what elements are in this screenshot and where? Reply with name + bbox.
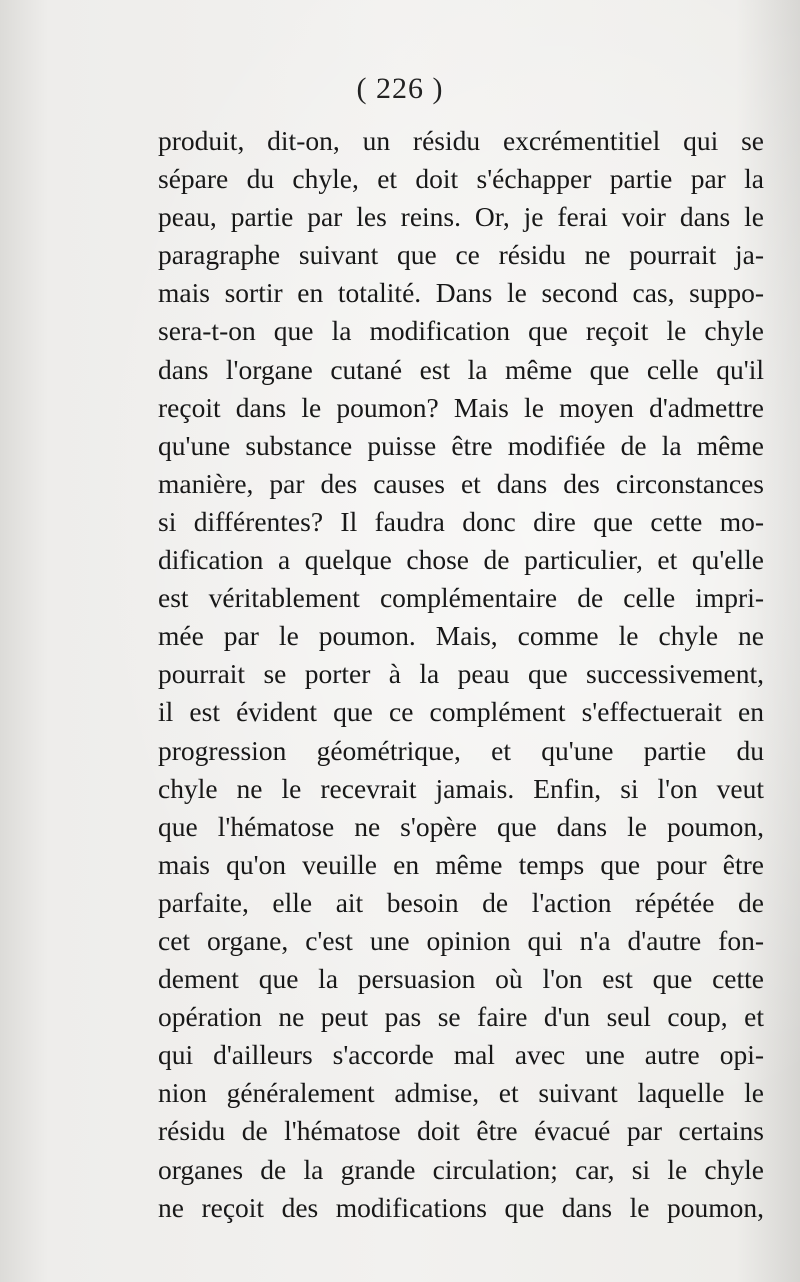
text-line: sépare du chyle, et doit s'échapper partie par la — [158, 163, 764, 195]
text-line: mais sortir en totalité. Dans le second cas, suppo- — [158, 277, 764, 309]
body-text — [158, 122, 764, 1227]
text-line: que l'hématose ne s'opère que dans le poumon, — [158, 810, 764, 842]
text-line: peau, partie par les reins. Or, je ferai voir dans le — [158, 201, 764, 233]
text-line: nion généralement admise, et suivant laquelle le — [158, 1077, 764, 1109]
text-line: chyle ne le recevrait jamais. Enfin, si l'on veut — [158, 772, 764, 804]
text-line: si différentes? Il faudra donc dire que cette mo- — [158, 505, 764, 537]
text-line: qui d'ailleurs s'accorde mal avec une autre opi- — [158, 1039, 764, 1071]
text-line: ne reçoit des modifications que dans le poumon, — [158, 1191, 764, 1223]
text-line: progression géométrique, et qu'une partie du — [158, 734, 764, 766]
text-line: organes de la grande circulation; car, si le chyle — [158, 1153, 764, 1185]
text-line: reçoit dans le poumon? Mais le moyen d'admettre — [158, 391, 764, 423]
text-line: mée par le poumon. Mais, comme le chyle ne — [158, 620, 764, 652]
text-line: produit, dit-on, un résidu excrémentitiel qui se — [158, 125, 764, 156]
text-line: cet organe, c'est une opinion qui n'a d'autre fon- — [158, 924, 764, 956]
text-line: manière, par des causes et dans des circonstances — [158, 467, 764, 499]
text-line: sera-t-on que la modification que reçoit le chyle — [158, 315, 764, 347]
text-line: parfaite, elle ait besoin de l'action répétée de — [158, 886, 764, 918]
text-line: opération ne peut pas se faire d'un seul coup, et — [158, 1001, 764, 1033]
text-line: qu'une substance puisse être modifiée de la même — [158, 429, 764, 461]
text-line: paragraphe suivant que ce résidu ne pourrait ja- — [158, 239, 764, 271]
text-line: dans l'organe cutané est la même que celle qu'il — [158, 353, 764, 385]
text-line: mais qu'on veuille en même temps que pour être — [158, 848, 764, 880]
text-line: est véritablement complémentaire de celle impri- — [158, 582, 764, 614]
text-line: dification a quelque chose de particulier, et qu'elle — [158, 544, 764, 576]
page-number: ( 226 ) — [356, 72, 444, 105]
text-line: résidu de l'hématose doit être évacué par certains — [158, 1115, 764, 1147]
text-line: il est évident que ce complément s'effectuerait en — [158, 696, 764, 728]
text-line: dement que la persuasion où l'on est que cette — [158, 963, 764, 995]
text-line: pourrait se porter à la peau que successivement, — [158, 658, 764, 690]
